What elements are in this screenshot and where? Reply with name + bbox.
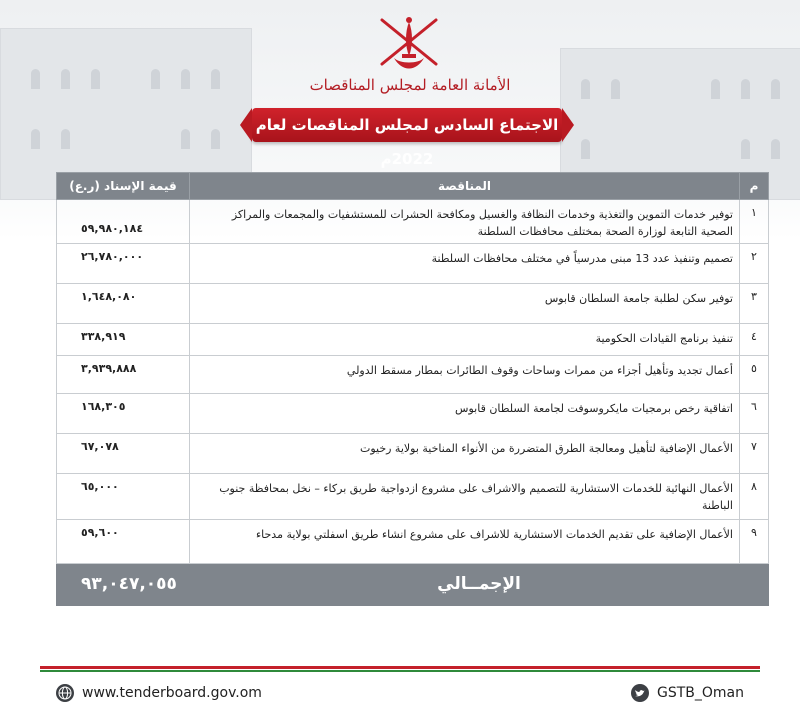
twitter-handle[interactable]: GSTB_Oman (656, 685, 744, 701)
award-value: ٦٧,٠٧٨ (57, 434, 190, 474)
row-number: ٨ (740, 474, 769, 520)
table-row (57, 284, 769, 324)
table-row (57, 434, 769, 474)
award-value: ١٦٨,٣٠٥ (57, 394, 190, 434)
table-row (57, 356, 769, 394)
award-value: ٣٣٨,٩١٩ (57, 324, 190, 356)
row-number: ١ (740, 200, 769, 244)
row-number: ٧ (740, 434, 769, 474)
total-label: الإجمــالي (190, 564, 769, 606)
row-number: ٦ (740, 394, 769, 434)
row-number: ٩ (740, 520, 769, 564)
meeting-title-banner (252, 108, 562, 168)
tender-description: الأعمال النهائية للخدمات الاستشارية للتصميم والاشراف على مشروع ازدواجية طريق بركاء – نخل بمحافظة جنوب الباطنة (190, 474, 740, 520)
meeting-title: الاجتماع السادس لمجلس المناقصات لعام 2022م (255, 116, 559, 168)
table-row (57, 324, 769, 356)
oman-emblem-icon (372, 12, 446, 78)
total-row (57, 564, 769, 606)
tender-description: اتفاقية رخص برمجيات مايكروسوفت لجامعة السلطان قابوس (190, 394, 740, 434)
footer-divider-red (40, 666, 760, 669)
globe-icon (56, 684, 74, 702)
organization-name: الأمانة العامة لمجلس المناقصات (309, 76, 511, 94)
row-number: ٤ (740, 324, 769, 356)
row-number: ٥ (740, 356, 769, 394)
column-header-number: م (740, 173, 769, 200)
tenders-table (56, 172, 769, 606)
table-row (57, 200, 769, 244)
website-url[interactable]: www.tenderboard.gov.om (82, 685, 262, 701)
total-value: ٩٣,٠٤٧,٠٥٥ (57, 564, 190, 606)
column-header-value: قيمة الإسناد (ر.ع) (57, 173, 190, 200)
footer-divider-green (40, 670, 760, 672)
table-row (57, 520, 769, 564)
award-value: ٦٥,٠٠٠ (57, 474, 190, 520)
twitter-link[interactable] (631, 684, 744, 702)
twitter-icon (631, 684, 649, 702)
award-value: ٥٩,٩٨٠,١٨٤ (57, 200, 190, 244)
tender-description: أعمال تجديد وتأهيل أجزاء من ممرات وساحات وقوف الطائرات بمطار مسقط الدولي (190, 356, 740, 394)
table-row (57, 244, 769, 284)
award-value: ١,٦٤٨,٠٨٠ (57, 284, 190, 324)
website-link[interactable] (56, 684, 262, 702)
row-number: ٣ (740, 284, 769, 324)
tender-description: توفير خدمات التموين والتغذية وخدمات النظافة والغسيل ومكافحة الحشرات للمستشفيات والمجمعات والمراكز الصحية التابعة لوزارة الصحة بمختلف محافظات السلطنة (190, 200, 740, 244)
table-header-row (57, 173, 769, 200)
tender-description: توفير سكن لطلبة جامعة السلطان قابوس (190, 284, 740, 324)
award-value: ٥٩,٦٠٠ (57, 520, 190, 564)
tender-description: الأعمال الإضافية لتأهيل ومعالجة الطرق المتضررة من الأنواء المناخية بولاية رخيوت (190, 434, 740, 474)
award-value: ٣,٩٣٩,٨٨٨ (57, 356, 190, 394)
table-row (57, 474, 769, 520)
award-value: ٢٦,٧٨٠,٠٠٠ (57, 244, 190, 284)
tender-description: تنفيذ برنامج القيادات الحكومية (190, 324, 740, 356)
column-header-tender: المناقصة (190, 173, 740, 200)
tender-description: الأعمال الإضافية على تقديم الخدمات الاستشارية للاشراف على مشروع انشاء طريق اسفلتي بولاية مدحاء (190, 520, 740, 564)
table-row (57, 394, 769, 434)
row-number: ٢ (740, 244, 769, 284)
tender-description: تصميم وتنفيذ عدد 13 مبنى مدرسياً في مختلف محافظات السلطنة (190, 244, 740, 284)
